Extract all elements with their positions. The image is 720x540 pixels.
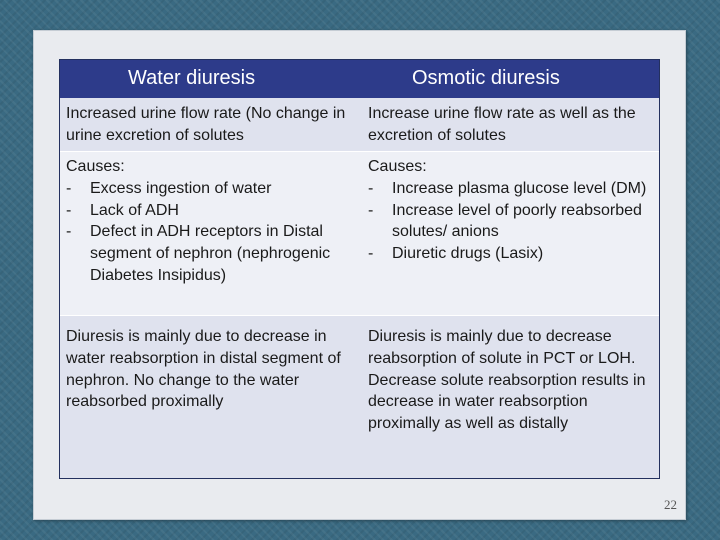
list-item: - Lack of ADH: [66, 200, 358, 222]
osmotic-causes-list: [368, 178, 658, 265]
list-item: - Increase level of poorly reabsorbed solutes/ anions: [368, 200, 658, 244]
header-osmotic-diuresis: Osmotic diuresis: [412, 67, 560, 89]
water-definition-cell: Increased urine flow rate (No change in urine excretion of solutes: [66, 105, 346, 144]
table-header-row: [60, 60, 659, 98]
list-item: - Diuretic drugs (Lasix): [368, 243, 658, 265]
water-mechanism-cell: Diuresis is mainly due to decrease in water reabsorption in distal segment of nephron. No change to the water reabsorbed proximally: [66, 328, 341, 411]
slide: [33, 30, 686, 520]
osmotic-causes-cell: [368, 156, 658, 265]
list-item: - Defect in ADH receptors in Distal segment of nephron (nephrogenic Diabetes Insipidus): [66, 221, 358, 286]
header-water-diuresis: Water diuresis: [128, 67, 256, 89]
list-item: - Excess ingestion of water: [66, 178, 358, 200]
water-causes-cell: [66, 156, 358, 287]
table-row-causes: [60, 152, 659, 316]
page-number: 22: [664, 497, 677, 512]
water-causes-title: Causes:: [66, 158, 125, 175]
comparison-table: [59, 59, 660, 479]
table-row-definition: [60, 98, 659, 152]
water-causes-list: [66, 178, 358, 287]
osmotic-causes-title: Causes:: [368, 158, 427, 175]
osmotic-definition-cell: Increase urine flow rate as well as the excretion of solutes: [368, 105, 636, 144]
osmotic-mechanism-cell: Diuresis is mainly due to decrease reabsorption of solute in PCT or LOH. Decrease solute reabsorption results in decrease in water reabsorption proximally as well as distally: [368, 328, 646, 433]
table-row-mechanism: [60, 316, 659, 478]
list-item: - Increase plasma glucose level (DM): [368, 178, 658, 200]
